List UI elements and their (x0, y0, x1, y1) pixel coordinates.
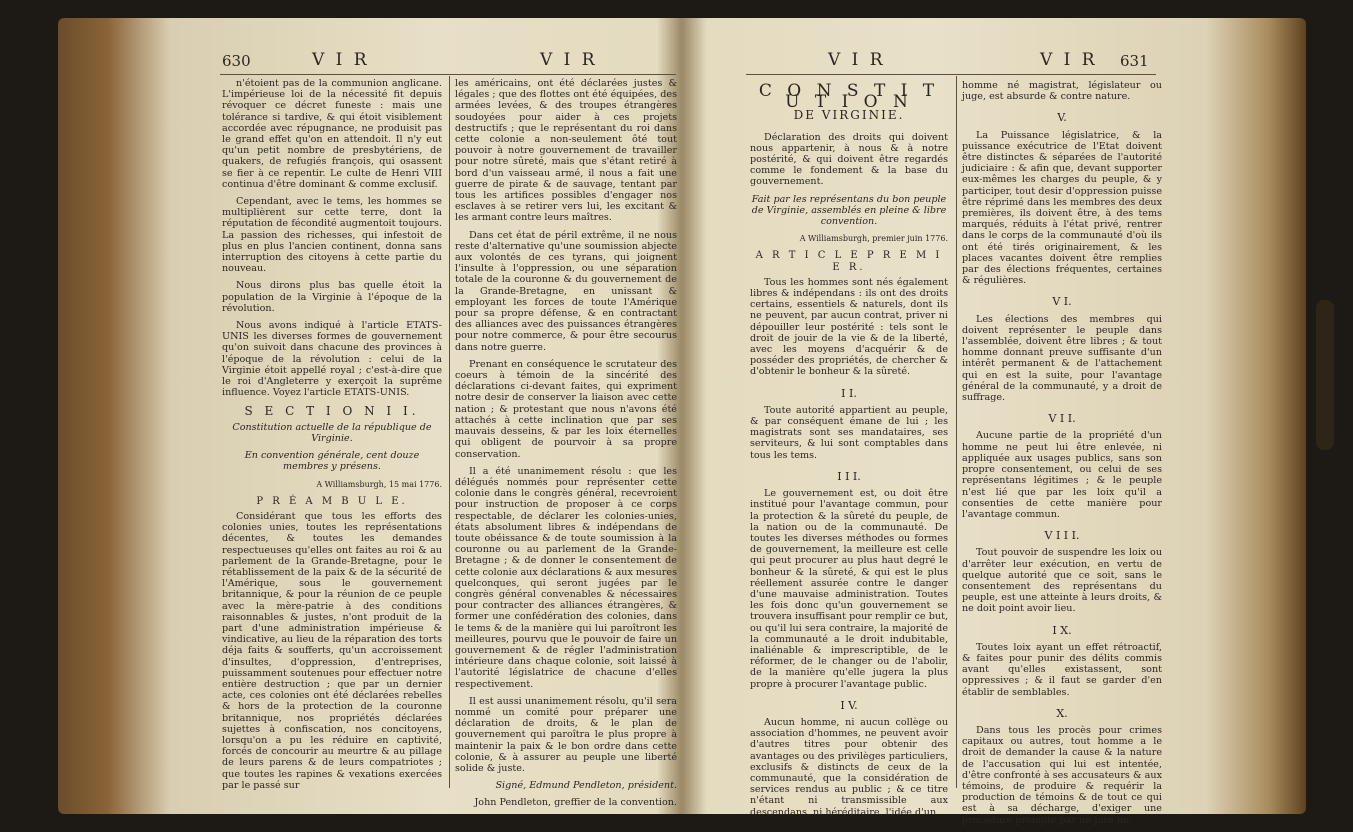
article-number: V I. (1052, 295, 1072, 309)
article-4-continued: homme né magistrat, législateur ou juge, est absurde & contre nature. (962, 80, 1162, 103)
left-page (0, 0, 690, 809)
right-column-2 (962, 80, 1162, 832)
paragraph: Nous avons indiqué à l'article ETATS-UNIS les diverses formes de gouvernement qu'on suivoit dans chacune des provinces à l'époque de la révolution : celui de la Virginie étoit appellé royal ; c'est-à-dire que le roi d'Angleterre y exerçoit la suprême influence. Voyez l'article ETATS-UNIS. (222, 320, 442, 399)
article-6: Les élections des membres qui doivent représenter le peuple dans l'assemblée, doivent être libres ; & tout homme donnant preuve suffisante d'un intérêt permanent & de l'attachement qui en est la suite, pour l'avantage général de la communauté, y a droit de suffrage. (962, 313, 1162, 404)
article-number: I I. (841, 386, 857, 400)
preamble-title: P R É A M B U L E. (256, 495, 408, 507)
article-number: V. (1057, 111, 1067, 125)
header-rule-left (220, 74, 676, 75)
paragraph: Dans cet état de péril extrême, il ne nous reste d'alternative qu'une soumission abjecte aux volontés de ces tyrans, qui joignent l'insulte à l'oppression, ou une séparation totale de la couronne & du gouvernement de la Grande-Bretagne, en unissant & employant les forces de toute l'Amérique pour sa propre défense, & en contractant des alliances avec des puissances étrangères pour notre commerce, & pour être secourus dans notre guerre. (455, 229, 677, 353)
declaration: Déclaration des droits qui doivent nous appartenir, à nous & à notre postérité, & qui doivent être regardés comme le fondement & la base du gouvernement. (750, 131, 948, 188)
place-date: A Williamsburgh, 15 mai 1776. (316, 479, 442, 489)
article-number: I X. (1052, 623, 1072, 637)
article-4: Aucun homme, ni aucun collège ou association d'hommes, ne peuvent avoir d'autres titres pour obtenir des avantages ou des privilèges particuliers, exclusifs & distincts de ceux de la communauté, que la considération de services rendus au public ; & ce titre n'étant ni transmissible aux descendans, ni héréditaire, l'idée d'un (750, 716, 948, 818)
article-number: I V. (840, 698, 858, 712)
made-by: Fait par les représentans du bon peuple de Virginie, assemblés en pleine & libre convention. (751, 193, 947, 228)
article-8: Tout pouvoir de suspendre les loix ou d'arrêter leur exécution, en vertu de quelque autorité que ce soit, sans le consentement des représentans du peuple, est une atteinte à leurs droits, & ne doit point avoir lieu. (962, 547, 1162, 615)
article-5: La Puissance législatrice, & la puissance exécutrice de l'Etat doivent être distinctes & séparées de l'autorité judiciaire : & afin que, devant supporter eux-mêmes les charges du peuple, & y participer, tout desir d'oppression puisse être réprimé dans les membres des deux premières, ils doivent être, à des tems marqués, réduits à l'état privé, rentrer dans le corps de la communauté d'où ils ont été tirés originairement, & les places vacantes doivent être remplies par des élections fréquentes, certaines & régulières. (962, 129, 1162, 287)
constitution-title: C O N S T I T U T I O N (758, 81, 940, 113)
paragraph: Prenant en conséquence le scrutateur des coeurs à témoin de la sincérité des déclarations ci-devant faites, qui expriment notre desir de conserver la liaison avec cette nation ; & protestant que nous n'avons été attachés à cette inclination que par ses mauvais desseins, & par les loix éternelles qui obligent de pourvoir à sa propre conservation. (455, 358, 677, 460)
article-number: I I I. (837, 469, 861, 483)
page-number-left: 630 (222, 52, 251, 70)
column-rule-left (449, 76, 450, 788)
paragraph: les américains, ont été déclarées justes & légales ; que des flottes ont été équipées, des armées levées, & des troupes étrangères soudoyées pour aider à ces projets destructifs ; que le représentant du roi dans cette colonie a non-seulement ôté tout pouvoir à notre gouvernement de travailler pour notre sûreté, mais que s'étant retiré à bord d'un vaisseau armé, il nous a fait une guerre de pirate & de sauvage, tentant par tous les artifices possibles d'engager nos esclaves à se retirer vers lui, les excitant & les armant contre leurs maîtres. (455, 78, 677, 224)
article-7: Aucune partie de la propriété d'un homme ne peut lui être enlevée, ni appliquée aux usages publics, sans son propre consentement, ou celui de ses représentans légitimes ; & le peuple n'est lié que par les loix qu'il a consenties de cette manière pour l'avantage commun. (962, 430, 1162, 520)
header-rule-right (746, 74, 1156, 75)
place-date: A Williamsburgh, premier juin 1776. (799, 234, 948, 244)
paragraph: n'étoient pas de la communion anglicane. L'impérieuse loi de la nécessité fit depuis révoquer ce décret funeste : mais une tolérance si tardive, & qui étoit visiblement accordée avec répugnance, ne produisit pas le grand effet qu'on en attendoit. Il n'y eut qu'un petit nombre de presbytériens, de quakers, de refugiés françois, qui osassent se fier à ce repentir. Le culte de Henri VIII continua d'être dominant & comme exclusif. (222, 78, 442, 190)
article-number: X. (1056, 706, 1068, 720)
constitution-subtitle: DE VIRGINIE. (793, 108, 905, 123)
article-first-title: A R T I C L E P R E M I E R. (755, 250, 943, 273)
left-column-1 (222, 78, 442, 797)
convention-line: En convention générale, cent douze membres y présens. (244, 450, 420, 473)
secretary: John Pendleton, greffier de la convention. (474, 797, 677, 809)
article-1: Tous les hommes sont nés également libres & indépendans : ils ont des droits certains, essentiels & naturels, dont ils ne peuvent, par aucun contrat, priver ni dépouiller leur postérité : tels sont le droit de jouir de la vie & de la liberté, avec les moyens d'acquérir & de posséder des propriétés, de chercher & d'obtenir le bonheur & la sûreté. (750, 276, 948, 378)
article-9: Toutes loix ayant un effet rétroactif, & faites pour punir des délits commis avant qu'elles existassent, sont oppressives ; & il faut se garder d'en établir de semblables. (962, 641, 1162, 698)
paragraph: Cependant, avec le tems, les hommes se multiplièrent sur cette terre, dont la réputation de fécondité augmentoit toujours. La passion des richesses, qui infestoit de plus en plus l'ancien continent, donna sans interruption des citoyens à cette partie du nouveau. (222, 196, 442, 275)
running-header-left-b: V I R (540, 50, 598, 70)
page-number-right: 631 (1120, 52, 1149, 70)
running-header-left-a: V I R (312, 50, 370, 70)
article-number: V I I. (1048, 412, 1076, 426)
paragraph: Nous dirons plus bas quelle étoit la population de la Virginie à l'époque de la révolution. (222, 280, 442, 314)
article-3: Le gouvernement est, ou doit être institué pour l'avantage commun, pour la protection & la sûreté du peuple, de la nation ou de la communauté. De toutes les diverses méthodes ou formes de gouvernement, la meilleure est celle qui peut procurer au plus haut degré le bonheur & la sûreté, & qui est le plus réellement assurée contre le danger d'une mauvaise administration. Toutes les fois donc qu'un gouvernement se trouvera insuffisant pour remplir ce but, ou qu'il lui sera contraire, la majorité de la communauté a le droit indubitable, inaliénable & imprescriptible, de le réformer, de le changer ou de l'abolir, de la manière qu'elle jugera la plus propre à procurer l'avantage public. (750, 488, 948, 690)
paragraph: Il est aussi unanimement résolu, qu'il sera nommé un comité pour préparer une déclaration de droits, & le plan de gouvernement qui paroîtra le plus propre à maintenir la paix & le bon ordre dans cette colonie, & à assurer au peuple une liberté solide & juste. (455, 695, 677, 774)
article-number: V I I I. (1044, 529, 1080, 543)
signature: Signé, Edmund Pendleton, président. (495, 780, 677, 792)
preamble-text: Considérant que tous les efforts des colonies unies, toutes les représentations décentes, & toutes les demandes respectueuses qu'elles ont faites au roi & au parlement de la Grande-Bretagne, pour le rétablissement de la paix & de la sécurité de l'Amérique, sous le gouvernement britannique, & pour la réunion de ce peuple avec la mère-patrie à des conditions raisonnables & justes, n'ont produit de la part d'une administration impérieuse & vindicative, au lieu de la réparation des torts déja faits & soufferts, qu'un accroissement d'insultes, d'oppression, d'entreprises, puissamment soutenues pour effectuer notre entière destruction ; que par un dernier acte, ces colonies ont été déclarées rebelles & hors de la protection de la couronne britannique, nos propriétés déclarées sujettes à confiscation, nos concitoyens, lorsqu'on a pu les réduire en captivité, forcés de concourir au meurtre & au pillage de leurs parens & de leurs compatriotes ; que toutes les rapines & vexations exercées par le passé sur (222, 510, 442, 791)
article-10: Dans tous les procès pour crimes capitaux ou autres, tout homme a le droit de demander la cause & la nature de l'accusation qui lui est intentée, d'être confronté à ses accusateurs & aux témoins, de produire & requérir la production de témoins & de tout ce qui est à sa décharge, d'exiger une procédure prompte par un juré im- (962, 724, 1162, 826)
article-2: Toute autorité appartient au peuple, & par conséquent émane de lui ; les magistrats sont ses mandataires, ses serviteurs, & lui sont comptables dans tous les tems. (750, 404, 948, 461)
paragraph: Il a été unanimement résolu : que les délégués nommés pour représenter cette colonie dans le congrès général, recevroient pour instruction de proposer à ce corps respectable, de déclarer les colonies-unies, états absolument libres & indépendans de toute obéissance & de toute soumission à la couronne ou au parlement de la Grande-Bretagne ; & de donner le consentement de cette colonie aux déclarations & aux mesures quelconques, qui seront jugées par le congrès général convenables & nécessaires pour contracter des alliances étrangères, & former une confédération des colonies, dans le tems & de la manière qui lui paroîtront les meilleures, pourvu que le pouvoir de faire un gouvernement & de régler l'administration intérieure dans chaque colonie, soit laissé à l'autorité législatrice de chacune d'elles respectivement. (455, 465, 677, 690)
right-page (690, 0, 1353, 826)
right-column-1 (750, 80, 948, 824)
left-column-2 (455, 78, 677, 815)
running-header-right-a: V I R (828, 50, 886, 70)
column-rule-right (956, 76, 957, 788)
section-subtitle: Constitution actuelle de la république de Virginie. (232, 421, 432, 444)
running-header-right-b: V I R (1040, 50, 1098, 70)
section-title: S E C T I O N I I. (244, 404, 420, 419)
